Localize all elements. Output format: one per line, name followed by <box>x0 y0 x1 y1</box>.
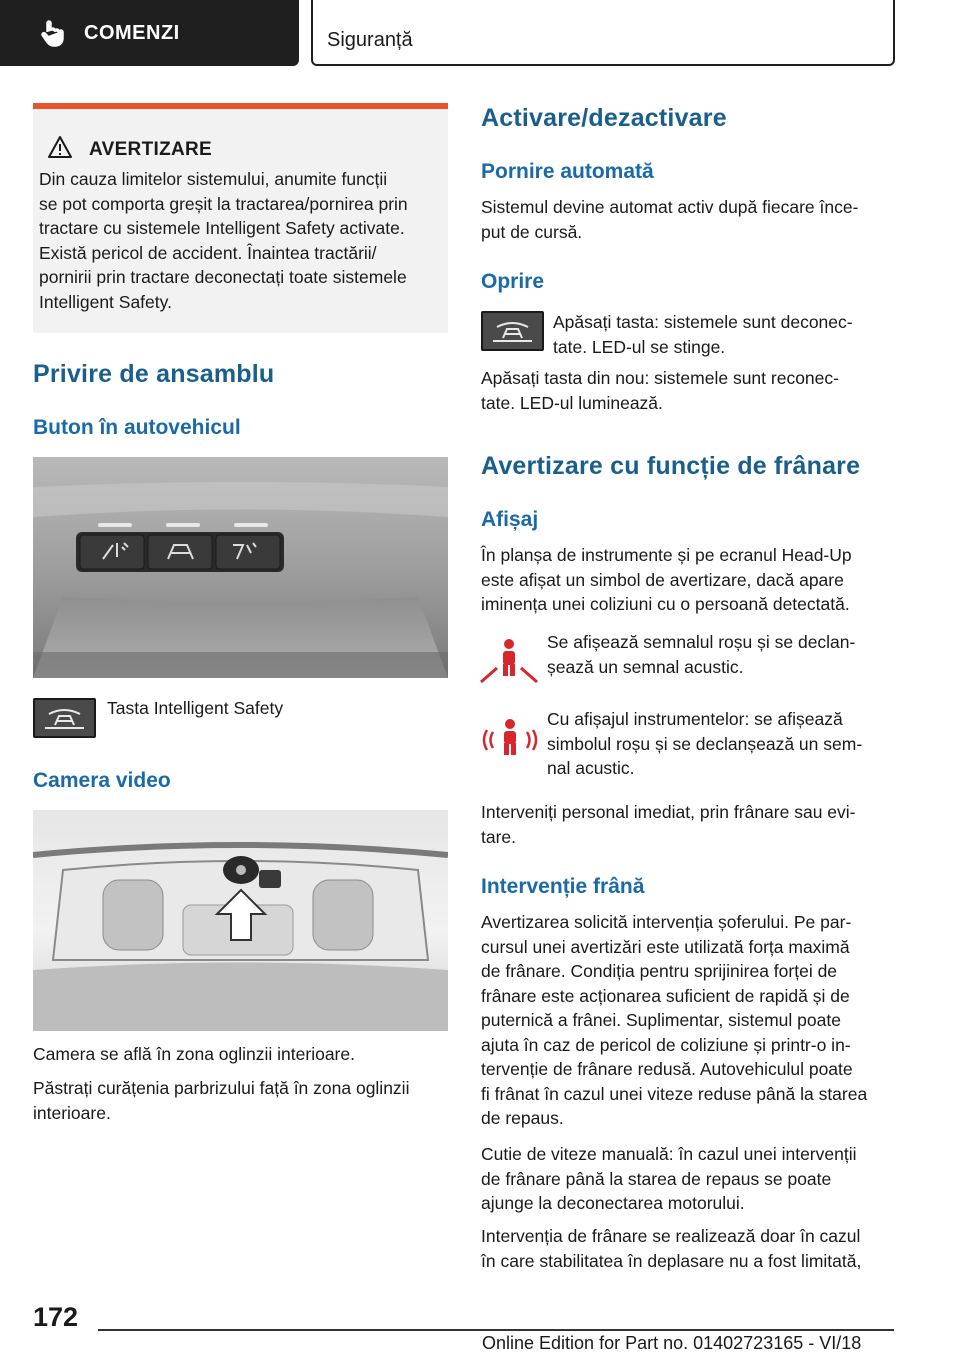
footer-divider <box>98 1329 894 1331</box>
warning-text: Din cauza limitelor sistemului, anumite funcții se pot comporta greșit la tractarea/pornirea prin tractare cu sistemele Intelligent Safety activate. Există pericol de accident. Înaintea tractării/ pornirii prin tractare deconectați toate sistemele Intelligent Safety. <box>39 169 408 312</box>
display-heading: Afișaj <box>481 508 539 531</box>
auto-start-heading: Pornire automată <box>481 160 654 183</box>
hand-pointer-icon <box>38 18 68 48</box>
symbol1-text: Se afișează semnalul roșu și se declan- șează un semnal acustic. <box>547 632 856 677</box>
symbol2-text: Cu afișajul instrumentelor: se afișează simbolul roșu și se declanșează un sem- nal acustic. <box>547 709 863 778</box>
section-title: Siguranță <box>327 29 413 51</box>
warning-triangle-icon <box>47 135 73 159</box>
warning-title: AVERTIZARE <box>89 139 212 160</box>
brake-intervention-heading: Intervenție frână <box>481 875 645 898</box>
intervene-text: Interveniți personal imediat, prin frânare sau evi- tare. <box>481 802 856 847</box>
footer-edition: Online Edition for Part no. 01402723165 - VI/18 <box>482 1333 862 1353</box>
chapter-tab[interactable] <box>0 0 299 66</box>
brake-intervention-text: Avertizarea solicită intervenția șoferului. Pe par- cursul unei avertizări este utilizată forța maximă de frânare. Condiția pentru sprijinirea forței de frânare este acționarea suficient de rapidă și de puternică a frânei. Suplimentar, sistemul poate ajuta în caz de pericol de coliziune și printr-o in- tervenție de frânare redusă. Autovehiculul poate fi frânat în cazul unei viteze reduse până la starea de repaus. <box>481 912 868 1128</box>
brake-warning-heading: Avertizare cu funcție de frânare <box>481 452 861 480</box>
key-caption: Tasta Intelligent Safety <box>107 698 284 718</box>
stop-heading: Oprire <box>481 270 545 293</box>
intelligent-safety-key-icon <box>481 311 544 351</box>
overview-heading: Privire de ansamblu <box>33 360 275 388</box>
camera-photo <box>33 810 448 1031</box>
button-heading: Buton în autovehicul <box>33 416 241 439</box>
camera-location-text: Camera se află în zona oglinzii interioare. <box>33 1044 355 1064</box>
page-number: 172 <box>33 1302 79 1332</box>
chapter-tab-label: COMENZI <box>84 21 180 44</box>
auto-start-text: Sistemul devine automat activ după fiecare înce- put de cursă. <box>481 197 859 242</box>
activation-heading: Activare/dezactivare <box>481 104 727 132</box>
stability-text: Intervenția de frânare se realizează doar în cazul în care stabilitatea în deplasare nu a fost limitată, <box>481 1226 862 1271</box>
stop-again-text: Apăsați tasta din nou: sistemele sunt reconec- tate. LED-ul luminează. <box>481 368 839 413</box>
stop-press-text: Apăsați tasta: sistemele sunt deconec- tate. LED-ul se stinge. <box>553 312 853 357</box>
manual-gearbox-text: Cutie de viteze manuală: în cazul unei intervenții de frânare până la starea de repaus se poate ajunge la deconectarea motorului. <box>481 1144 857 1213</box>
display-text: În planșa de instrumente și pe ecranul Head-Up este afișat un simbol de avertizare, dacă apare iminența unei coliziuni cu o persoană detectată. <box>481 545 852 614</box>
section-header <box>311 0 895 66</box>
pedestrian-warning-icon <box>479 634 539 684</box>
camera-clean-text: Păstrați curățenia parbrizului față în zona oglinzii interioare. <box>33 1078 410 1123</box>
button-panel-photo <box>33 457 448 678</box>
camera-heading: Camera video <box>33 769 171 792</box>
warning-box <box>33 103 448 333</box>
intelligent-safety-key-icon <box>33 698 96 738</box>
pedestrian-acoustic-icon <box>481 718 539 756</box>
